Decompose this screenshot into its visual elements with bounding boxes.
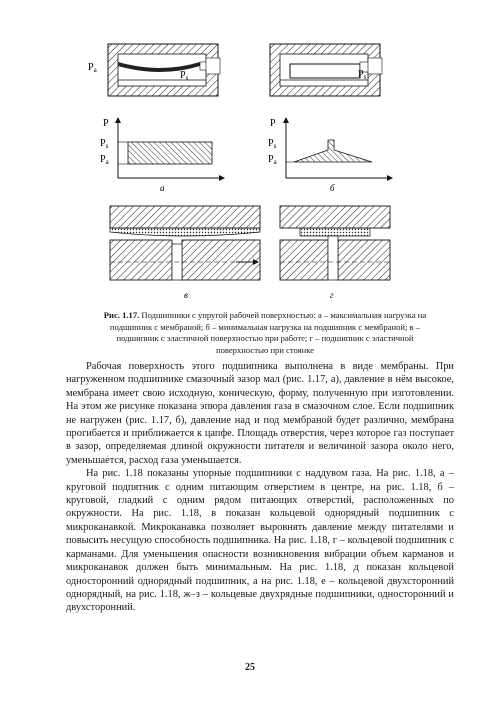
panel-letter-b: б <box>330 183 335 193</box>
svg-text:Pa: $P_a$ <box>88 62 97 74</box>
figure-caption <box>90 310 440 356</box>
svg-text:P: P <box>270 118 276 129</box>
svg-text:P: P <box>103 118 109 129</box>
svg-text:Pa: $P_a$ <box>268 154 277 166</box>
svg-text:Pa: $P_a$ <box>100 154 109 166</box>
panel-letter-g: г <box>330 290 334 300</box>
page-number: 25 <box>245 662 255 673</box>
panel-a-bearing <box>108 44 220 96</box>
panel-v-bearing <box>110 206 260 280</box>
panel-b-bearing <box>270 44 382 96</box>
caption-label: Рис. 1.17. <box>103 310 140 320</box>
pressure-diagram-b <box>286 120 390 178</box>
panel-letter-v: в <box>184 290 188 300</box>
panel-letter-a: а <box>160 183 165 193</box>
figure-1-17 <box>0 0 500 310</box>
pressure-diagram-a <box>118 120 222 178</box>
svg-text:Ps: $P_s$ <box>100 138 109 150</box>
svg-text:Ps: $P_s$ <box>180 70 189 82</box>
body-text <box>66 360 454 615</box>
svg-text:Ps: $P_s$ <box>358 69 367 81</box>
paragraph: Рабочая поверхность этого подшипника выполнена в виде мембраны. При нагруженном подшипнике смазочный зазор мал (рис. 1.17, а), давление в нём высокое, мембрана имеет свою исходную, коническую, форму, полученную при изготовлении. На этом же рисунке показана эпюра давления газа в смазочном слое. Если подшипник не нагружен (рис. 1.17, б), давление над и под мембраной будет различно, мембрана прогибается и приближается к цапфе. Площадь отверстия, через которое газ поступает в зазор, определяемая длиной окружности питателя и величиной зазора около него, уменьшается, расход газа уменьшается. <box>66 361 454 466</box>
caption-text: Подшипники с упругой рабочей поверхностью: а – максимальная нагрузка на подшипник с мембраной; б – минимальная нагрузка на подшипник с мембраной; в – подшипник с эластичной поверхностью при работе; г – подшипник с эластичной поверхностью при стоянке <box>109 310 427 355</box>
svg-text:Ps: $P_s$ <box>268 138 277 150</box>
panel-g-bearing <box>280 206 390 280</box>
paragraph: На рис. 1.18 показаны упорные подшипники с наддувом газа. На рис. 1.18, а – круговой подпятник с одним питающим отверстием в центре, на рис. 1.18, б – круговой, гладкий с одним рядом питающих отверстий, расположенных по окружности. На рис. 1.18, в показан кольцевой однорядный подшипник с микроканавкой. Микроканавка позволяет выровнять давление между питателями и повысить несущую способность подшипника. На рис. 1.18, г – кольцевой подшипник с карманами. Для уменьшения опасности возникновения вибрации объем карманов и микроканавок должен быть минимальным. На рис. 1.18, д показан кольцевой односторонний однорядный подшипник, а на рис. 1.18, е – кольцевой двухсторонний однорядный, на рис. 1.18, ж–з – кольцевые двухрядные подшипники, односторонний и двухсторонний. <box>66 468 454 614</box>
